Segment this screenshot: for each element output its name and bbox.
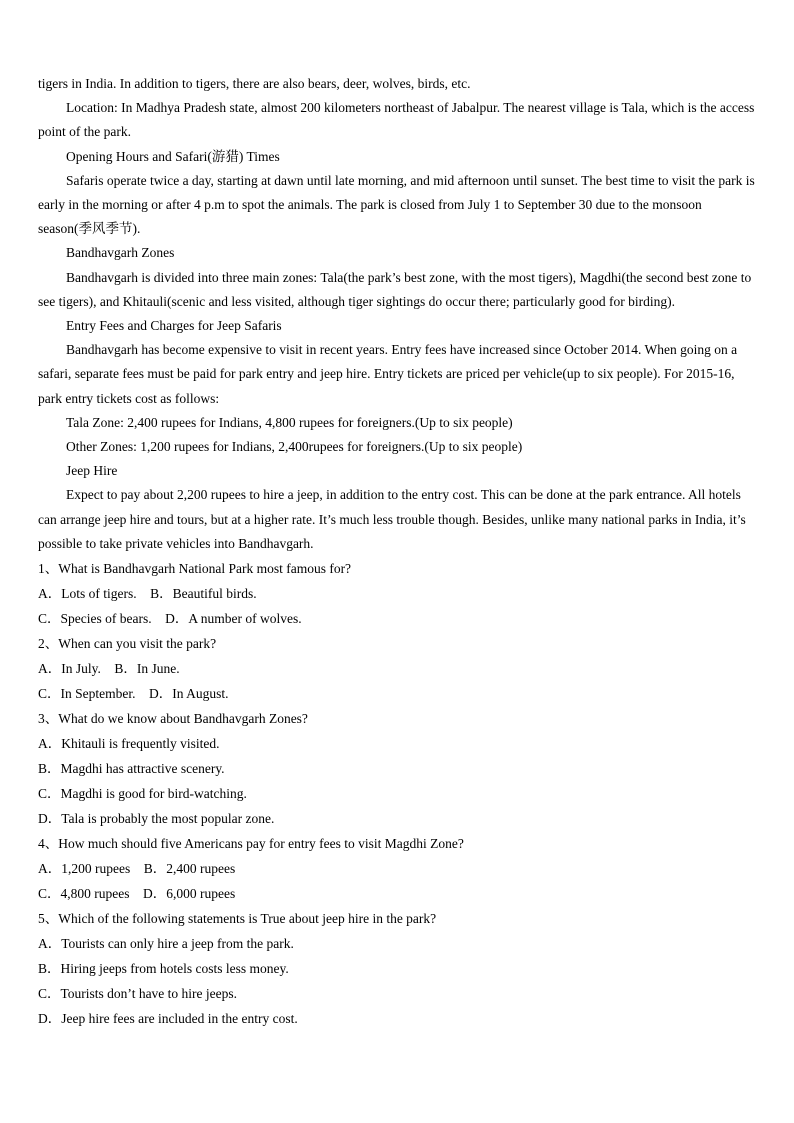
- passage-paragraph: tigers in India. In addition to tigers, there are also bears, deer, wolves, birds, etc.: [38, 76, 471, 91]
- answer-options: D．Jeep hire fees are included in the entry cost.: [38, 1011, 298, 1027]
- question-stem: 2、When can you visit the park?: [38, 636, 217, 652]
- answer-options: A．In July. B．In June.: [38, 661, 180, 677]
- passage-paragraph: Bandhavgarh Zones: [66, 245, 175, 261]
- passage-paragraph: Opening Hours and Safari(游猎) Times: [66, 148, 280, 164]
- answer-options: C．In September. D．In August.: [38, 686, 229, 702]
- passage-paragraph: Safaris operate twice a day, starting at dawn until late morning, and mid afternoon until sunset. The best time to visit the park is early in the morning or after 4 p.m to spot the animals. The park is closed from July 1 to September 30 due to the monsoon season(季风季节).: [38, 172, 755, 237]
- question-stem: 3、What do we know about Bandhavgarh Zones?: [38, 711, 308, 727]
- answer-options: A．Khitauli is frequently visited.: [38, 736, 220, 752]
- passage-paragraph: Location: In Madhya Pradesh state, almost 200 kilometers northeast of Jabalpur. The nearest village is Tala, which is the access point of the park.: [38, 100, 755, 140]
- document-page: [38, 72, 756, 1031]
- passage-paragraph: Bandhavgarh has become expensive to visit in recent years. Entry fees have increased since October 2014. When going on a safari, separate fees must be paid for park entry and jeep hire. Entry tickets are priced per vehicle(up to six people). For 2015-16, park entry tickets cost as follows:: [38, 342, 738, 406]
- answer-options: C．4,800 rupees D．6,000 rupees: [38, 886, 236, 902]
- question-stem: 4、How much should five Americans pay for entry fees to visit Magdhi Zone?: [38, 836, 464, 852]
- answer-options: C．Species of bears. D．A number of wolves.: [38, 611, 302, 627]
- answer-options: B．Hiring jeeps from hotels costs less money.: [38, 961, 289, 977]
- passage-paragraph: Jeep Hire: [66, 463, 118, 479]
- question-stem: 5、Which of the following statements is True about jeep hire in the park?: [38, 911, 437, 927]
- question-stem: 1、What is Bandhavgarh National Park most famous for?: [38, 561, 352, 577]
- passage-paragraph: Bandhavgarh is divided into three main zones: Tala(the park’s best zone, with the most tigers), Magdhi(the second best zone to see tigers), and Khitauli(scenic and less visited, although tiger sightings do occur there; particularly good for birding).: [38, 269, 752, 309]
- passage-paragraph: Other Zones: 1,200 rupees for Indians, 2,400rupees for foreigners.(Up to six people): [66, 439, 523, 455]
- passage-paragraph: Expect to pay about 2,200 rupees to hire a jeep, in addition to the entry cost. This can be done at the park entrance. All hotels can arrange jeep hire and tours, but at a higher rate. It’s much less trouble though. Besides, unlike many national parks in India, it’s possible to take private vehicles into Bandhavgarh.: [38, 487, 746, 551]
- reading-passage: [38, 72, 756, 556]
- passage-paragraph: Entry Fees and Charges for Jeep Safaris: [66, 318, 282, 334]
- answer-options: A．Lots of tigers. B．Beautiful birds.: [38, 586, 257, 602]
- answer-options: A．Tourists can only hire a jeep from the park.: [38, 936, 294, 952]
- passage-paragraph: Tala Zone: 2,400 rupees for Indians, 4,800 rupees for foreigners.(Up to six people): [66, 414, 513, 430]
- answer-options: C．Magdhi is good for bird-watching.: [38, 786, 247, 802]
- answer-options: D．Tala is probably the most popular zone.: [38, 811, 275, 827]
- answer-options: B．Magdhi has attractive scenery.: [38, 761, 225, 777]
- questions-section: [38, 556, 756, 1031]
- answer-options: A．1,200 rupees B．2,400 rupees: [38, 861, 236, 877]
- answer-options: C．Tourists don’t have to hire jeeps.: [38, 986, 238, 1002]
